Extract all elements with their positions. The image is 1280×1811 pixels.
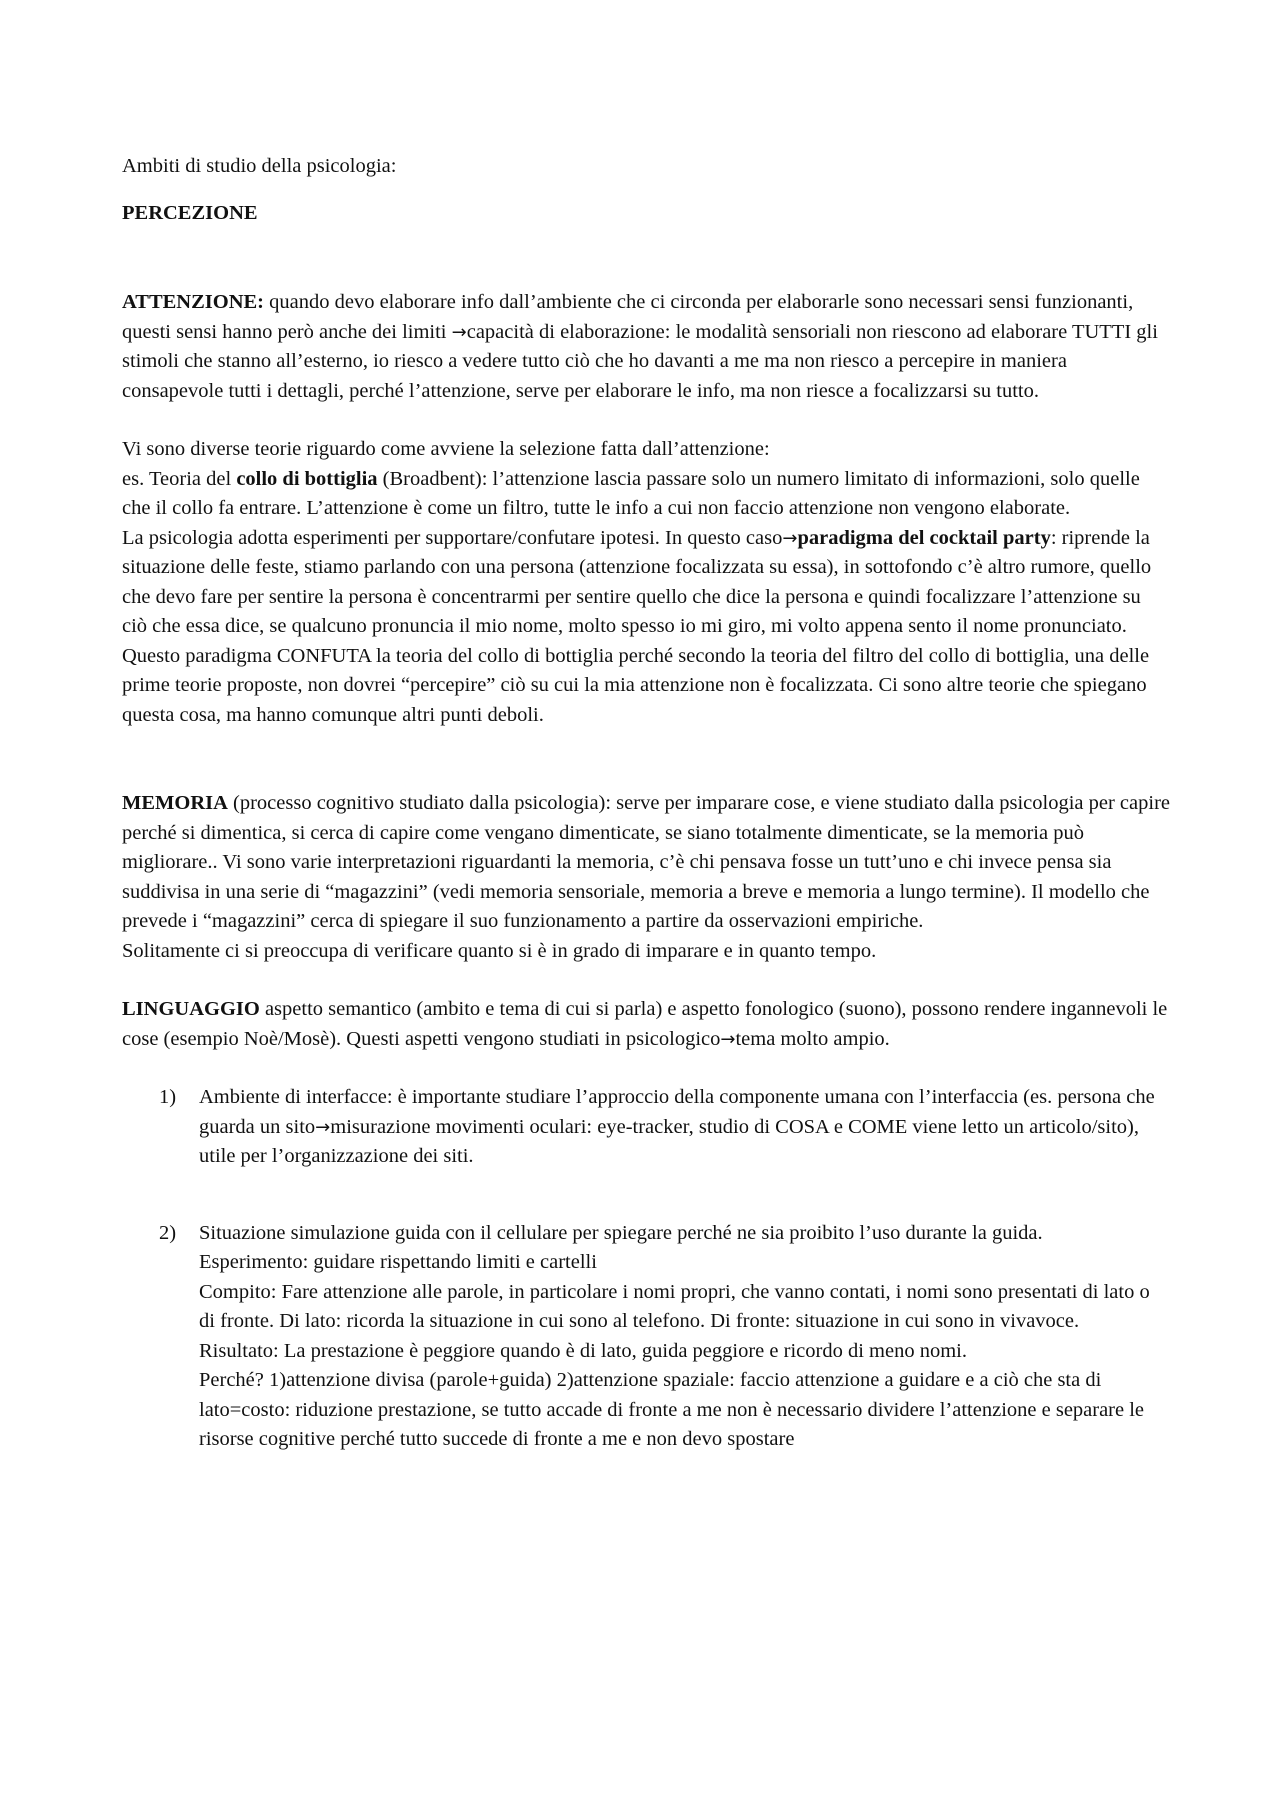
section-linguaggio	[122, 995, 1170, 1054]
linguaggio-text-2: tema molto ampio.	[735, 1027, 890, 1050]
cocktail-party-paragraph	[122, 524, 1170, 731]
section-memoria	[122, 789, 1170, 937]
list-item-line: Risultato: La prestazione è peggiore quando è di lato, guida peggiore e ricordo di meno nomi.	[199, 1339, 967, 1362]
arrow-right-icon: →	[315, 1116, 331, 1138]
cocktail-pre: La psicologia adotta esperimenti per supportare/confutare ipotesi. In questo caso	[122, 526, 783, 549]
numbered-list	[122, 1083, 1170, 1455]
linguaggio-label: LINGUAGGIO	[122, 998, 260, 1020]
attenzione-text-2: capacità di elaborazione: le modalità sensoriali non riescono ad elaborare TUTTI gli stimoli che stanno all’esterno, io riesco a vedere tutto ciò che ho davanti a me ma non riesco a percepire in maniera consapevole tutti i dettagli, perché l’attenzione, serve per elaborare le info, ma non riesce a focalizzarsi su tutto.	[122, 320, 1158, 402]
cocktail-party-term: paradigma del cocktail party	[797, 526, 1051, 549]
arrow-right-icon: →	[451, 321, 467, 343]
memoria-text: (processo cognitivo studiato dalla psicologia): serve per imparare cose, e viene studiato dalla psicologia per capire perché si dimentica, si cerca di capire come vengano dimenticate, se siano totalmente dimenticate, se la memoria può migliorare.. Vi sono varie interpretazioni riguardanti la memoria, c’è chi pensava fosse un tutt’uno e chi invece pensa sia suddivisa in una serie di “magazzini” (vedi memoria sensoriale, memoria a breve e memoria a lungo termine). Il modello che prevede i “magazzini” cerca di spiegare il suo funzionamento a partire da osservazioni empiriche.	[122, 792, 1171, 932]
teorie-example-pre: es. Teoria del	[122, 467, 237, 490]
list-item-line: Situazione simulazione guida con il cellulare per spiegare perché ne sia proibito l’uso durante la guida.	[199, 1221, 1043, 1244]
arrow-right-icon: →	[782, 527, 798, 549]
attenzione-text-1: quando devo elaborare info dall’ambiente che ci circonda per elaborarle sono necessari sensi funzionanti, questi sensi hanno però anche dei limiti	[122, 291, 1134, 343]
cocktail-post: : riprende la situazione delle feste, stiamo parlando con una persona (attenzione focalizzata su essa), in sottofondo c’è altro rumore, quello che devo fare per sentire la persona è concentrarmi per sentire quello che dice la persona e quindi focalizzare l’attenzione su ciò che essa dice, se qualcuno pronuncia il mio nome, molto spesso io mi giro, mi volto appena sento il nome pronunciato. Questo paradigma CONFUTA la teoria del collo di bottiglia perché secondo la teoria del filtro del collo di bottiglia, una delle prime teorie proposte, non dovrei “percepire” ciò su cui la mia attenzione non è focalizzata. Ci sono altre teorie che spiegano questa cosa, ma hanno comunque altri punti deboli.	[122, 526, 1152, 726]
teorie-intro: Vi sono diverse teorie riguardo come avviene la selezione fatta dall’attenzione:	[122, 438, 770, 460]
list-item-text-pre: Ambiente di interfacce: è importante studiare l’approccio della componente umana con l’interfaccia (es. persona che guarda un sito	[199, 1086, 1155, 1138]
list-item-number: 1)	[159, 1086, 177, 1108]
linguaggio-text-1: aspetto semantico (ambito e tema di cui si parla) e aspetto fonologico (suono), possono rendere ingannevoli le cose (esempio Noè/Mosè). Questi aspetti vengono studiati in psicologico	[122, 998, 1168, 1050]
list-item-line: Esperimento: guidare rispettando limiti e cartelli	[199, 1251, 597, 1273]
list-item-line: Compito: Fare attenzione alle parole, in particolare i nomi propri, che vanno contati, i nomi sono presentati di lato o di fronte. Di lato: ricorda la situazione in cui sono al telefono. Di fronte: situazione in cui sono in vivavoce.	[199, 1280, 1150, 1332]
collo-di-bottiglia-term: collo di bottiglia	[236, 467, 378, 490]
teorie-example-post: (Broadbent): l’attenzione lascia passare solo un numero limitato di informazioni, solo quelle che il collo fa entrare. L’attenzione è come un filtro, tutte le info a cui non faccio attenzione non vengono elaborate.	[122, 467, 1140, 519]
list-item	[122, 1219, 1170, 1455]
section-percezione-title: PERCEZIONE	[122, 201, 258, 224]
list-item-number: 2)	[159, 1221, 177, 1244]
list-item-line: Perché? 1)attenzione divisa (parole+guida) 2)attenzione spaziale: faccio attenzione a guidare e a ciò che sta di lato=costo: riduzione prestazione, se tutto accade di fronte a me non è necessario dividere l’attenzione e separare le risorse cognitive perché tutto succede di fronte a me e non devo spostare	[199, 1369, 1145, 1450]
list-item	[122, 1083, 1170, 1172]
teorie-example	[122, 465, 1170, 524]
memoria-label: MEMORIA	[122, 792, 228, 814]
list-item-text-post: misurazione movimenti oculari: eye-tracker, studio di COSA e COME viene letto un articolo/sito), utile per l’organizzazione dei siti.	[199, 1115, 1139, 1167]
list-item-text	[199, 1083, 1170, 1172]
memoria-text-2: Solitamente ci si preoccupa di verificare quanto si è in grado di imparare e in quanto tempo.	[122, 939, 877, 962]
attenzione-label: ATTENZIONE:	[122, 291, 265, 313]
document-heading: Ambiti di studio della psicologia:	[122, 155, 397, 177]
arrow-right-icon: →	[720, 1028, 736, 1050]
section-attenzione	[122, 288, 1170, 406]
